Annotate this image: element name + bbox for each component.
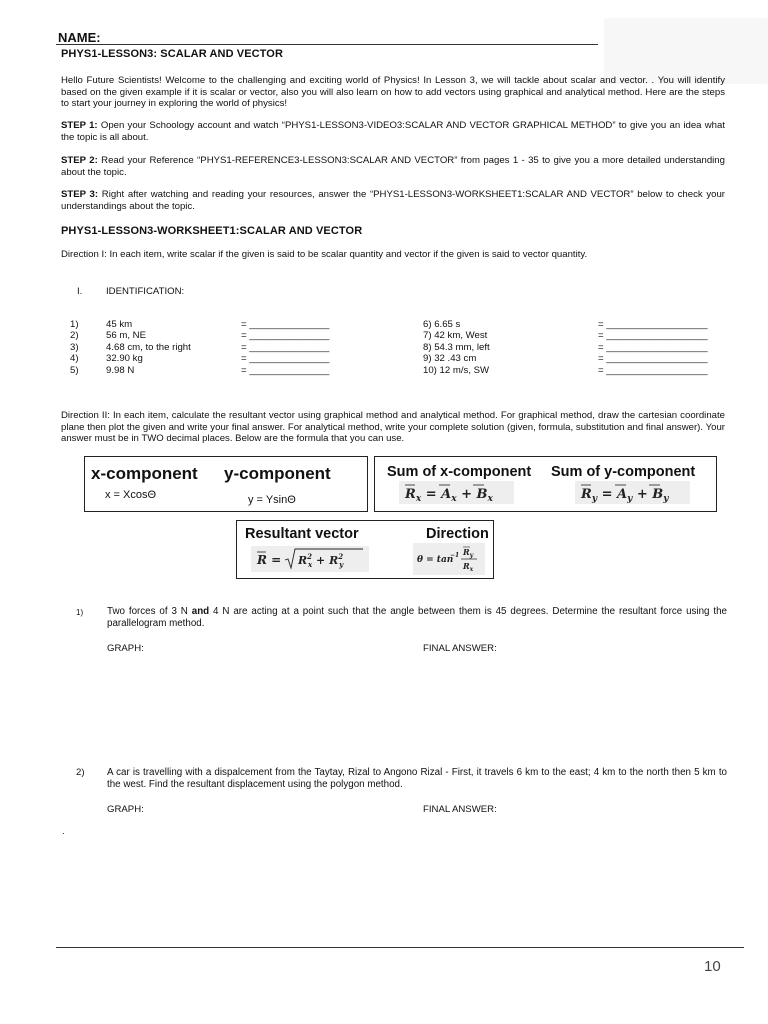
- worksheet-title: PHYS1-LESSON3-WORKSHEET1:SCALAR AND VECTOR: [61, 225, 363, 237]
- footer-rule: [56, 947, 744, 948]
- name-underline: [56, 44, 598, 45]
- answer-blank[interactable]: = _______________: [241, 330, 330, 342]
- problem-1-number: 1): [76, 608, 84, 617]
- problem-text-bold: and: [191, 606, 210, 617]
- svg-text:Rx = Ax + Bx: $R_x = A_x + B_x$: [405, 487, 493, 504]
- intro-paragraph: Hello Future Scientists! Welcome to the challenging and exciting world of Physics! In Lesson 3, we will tackle about scalar and vector. . You will identify based on the given example if it is scalar or vector, also you will also learn on how to add vectors using graphical and analytical method. Here are the steps to start your journey in exploring the world of physics!: [61, 75, 725, 109]
- item-quantity: 7) 42 km, West: [423, 330, 488, 342]
- step-label: STEP 2:: [61, 155, 98, 166]
- step-3: [61, 189, 725, 212]
- problem-2-text: A car is travelling with a dispalcement from the Taytay, Rizal to Angono Rizal - First, it travels 6 km to the east; 4 km to the north then 5 km to the west. Find the resultant displacement using the polygon method.: [107, 767, 727, 790]
- x-component-heading: x-component: [91, 464, 198, 483]
- direction-1: Direction I: In each item, write scalar if the given is said to be scalar quantity and vector if the given is said to vector quantity.: [61, 249, 588, 260]
- identification-numeral: I.: [77, 286, 83, 297]
- identification-row: [70, 330, 733, 341]
- item-number: 1): [70, 319, 79, 330]
- y-formula: y = YsinΘ: [248, 494, 296, 506]
- answer-blank[interactable]: = ___________________: [598, 353, 708, 365]
- identification-row: [70, 342, 733, 353]
- name-label: NAME:: [58, 30, 101, 45]
- identification-row: [70, 319, 733, 330]
- lesson-title: PHYS1-LESSON3: SCALAR AND VECTOR: [61, 48, 284, 60]
- step-2: [61, 155, 725, 178]
- identification-table: [70, 319, 733, 376]
- direction-equation-image: [413, 543, 485, 575]
- svg-text:R =: R =: [257, 553, 282, 567]
- item-quantity: 56 m, NE: [106, 330, 146, 342]
- problem-1-final-answer-label: FINAL ANSWER:: [423, 643, 497, 654]
- svg-text:Ry = Ay + By: $R_y = A_y + B_y$: [581, 487, 669, 504]
- answer-blank[interactable]: = ___________________: [598, 364, 708, 376]
- item-number: 4): [70, 353, 79, 365]
- answer-blank[interactable]: = _______________: [241, 353, 330, 365]
- item-quantity: 6) 6.65 s: [423, 319, 461, 330]
- direction-heading: Direction: [426, 526, 489, 542]
- svg-text:R2x + R2y: $R^2$ $x + R^2$ y: [298, 552, 344, 569]
- step-1: [61, 120, 725, 143]
- svg-text:Ry: $R_y$: [463, 547, 474, 559]
- item-quantity: 32.90 kg: [106, 353, 143, 365]
- svg-text:θ = tan: θ = tan: [417, 555, 454, 565]
- answer-blank[interactable]: = ___________________: [598, 341, 708, 353]
- sum-y-heading: Sum of y-component: [551, 464, 696, 480]
- problem-1-graph-label: GRAPH:: [107, 643, 144, 654]
- step-label: STEP 1:: [61, 120, 98, 131]
- resultant-formula-box: [236, 520, 494, 579]
- sum-y-equation-image: [575, 481, 690, 504]
- problem-2-final-answer-label: FINAL ANSWER:: [423, 804, 497, 815]
- step-text: Right after watching and reading your resources, answer the “PHYS1-LESSON3-WORKSHEET1:SCALAR AND VECTOR” below to check your understandings about the topic.: [61, 189, 725, 212]
- sum-x-equation-image: [399, 481, 514, 504]
- item-quantity: 9) 32 .43 cm: [423, 353, 477, 365]
- direction-2: Direction II: In each item, calculate the resultant vector using graphical method and analytical method. For graphical method, draw the cartesian coordinate plane then plot the given and write your final answer. For analytical method, write your complete solution (given, formula, substitution and final answer). Your answer must be in TWO decimal places. Below are the formula that you can use.: [61, 410, 725, 444]
- problem-2-number: 2): [76, 767, 85, 778]
- sum-x-heading: Sum of x-component: [387, 464, 532, 480]
- y-component-heading: y-component: [224, 464, 331, 483]
- step-text: Open your Schoology account and watch “PHYS1-LESSON3-VIDEO3:SCALAR AND VECTOR GRAPHICAL METHOD” to give you an idea what the topic is all about.: [61, 120, 725, 143]
- problem-2-graph-label: GRAPH:: [107, 804, 144, 815]
- step-text: Read your Reference “PHYS1-REFERENCE3-LESSON3:SCALAR AND VECTOR” from pages 1 - 35 to give you a more detailed understanding about the topic.: [61, 155, 725, 178]
- answer-blank[interactable]: = _______________: [241, 341, 330, 353]
- identification-row: [70, 353, 733, 364]
- problem-text-part: 4 N are acting at a point such that the angle between them is 45 degrees. Determine the resultant force using the parallelogram method.: [107, 606, 727, 629]
- item-number: 2): [70, 330, 79, 342]
- svg-text:Rx: $R_x$: [463, 561, 474, 573]
- item-number: 3): [70, 341, 79, 353]
- answer-blank[interactable]: = _______________: [241, 319, 330, 330]
- identification-row: [70, 365, 733, 376]
- step-label: STEP 3:: [61, 189, 99, 200]
- item-quantity: 4.68 cm, to the right: [106, 341, 191, 353]
- item-quantity: 10) 12 m/s, SW: [423, 364, 490, 376]
- answer-blank[interactable]: = _______________: [241, 364, 330, 376]
- sum-formula-box: [374, 456, 717, 512]
- item-quantity: 45 km: [106, 319, 133, 330]
- stray-dot: .: [62, 826, 65, 837]
- answer-blank[interactable]: = ___________________: [598, 330, 708, 342]
- page-number: 10: [704, 958, 721, 975]
- item-quantity: 8) 54.3 mm, left: [423, 341, 490, 353]
- identification-heading: IDENTIFICATION:: [106, 286, 185, 297]
- item-quantity: 9.98 N: [106, 364, 135, 376]
- problem-1-text: [107, 606, 727, 630]
- x-formula: x = XcosΘ: [105, 489, 157, 501]
- svg-text:−1: −1: [450, 552, 460, 559]
- problem-text-part: Two forces of 3 N: [107, 606, 192, 617]
- resultant-heading: Resultant vector: [245, 526, 359, 542]
- component-formula-box: [84, 456, 368, 512]
- item-number: 5): [70, 364, 79, 376]
- answer-blank[interactable]: = ___________________: [598, 319, 708, 330]
- resultant-equation-image: [251, 546, 369, 572]
